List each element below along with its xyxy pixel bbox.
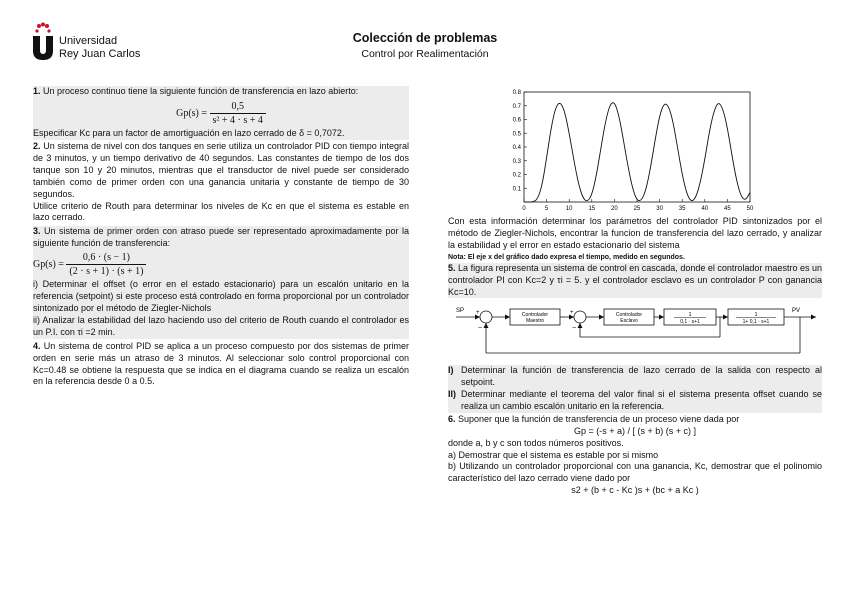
y-tick-label: 0.7	[512, 103, 521, 110]
sum1-plus: +	[476, 310, 480, 317]
problem-4-number: 4.	[33, 340, 41, 351]
master-controller-label: Controlador	[521, 312, 549, 319]
university-name-line2: Rey Juan Carlos	[59, 48, 141, 60]
x-tick-label: 50	[746, 206, 754, 212]
problem-5	[448, 263, 822, 299]
problem-6-text: Suponer que la función de transferencia de un proceso viene dada por	[458, 413, 740, 424]
output-label: PV	[792, 308, 801, 315]
problem-6-line2: a) Demostrar que el sistema es estable por si mismo	[448, 449, 659, 460]
left-column	[33, 86, 409, 388]
problem-3	[33, 226, 409, 339]
sum1-minus: −	[478, 325, 483, 333]
g1-denominator: 0,1 · s+1	[680, 319, 700, 326]
x-tick-label: 0	[522, 206, 526, 212]
equation-denominator: s² + 4 · s + 4	[212, 115, 263, 127]
problem-4-cont-text: Con esta información determinar los parámetros del controlador PID sintonizados por el método de Ziegler-Nichols, encontrar la funcion de transferencia del lazo cerrado, y analizar la estabilidad y el error en estado estacionario del sistema	[448, 216, 822, 250]
item-i-text: Determinar la función de transferencia de lazo cerrado de la salida con respecto al setpoint.	[461, 365, 822, 388]
master-controller-label2: Maestro	[525, 318, 545, 325]
problem-5-item-ii	[448, 389, 822, 413]
problem-6-line3: b) Utilizando un controlador proporcional con una ganancia, Kc, demostrar que el polinomio característico del lazo cerrado viene dado por	[448, 461, 822, 484]
y-tick-label: 0.1	[512, 186, 521, 193]
problem-6-number: 6.	[448, 413, 456, 424]
problem-4-note: Nota: El eje x del gráfico dado expresa el tiempo, medido en segundos.	[448, 253, 685, 261]
x-tick-label: 25	[633, 206, 641, 212]
x-tick-label: 10	[565, 206, 573, 212]
right-column	[448, 216, 822, 497]
problem-2-text: Un sistema de nivel con dos tanques en serie utiliza un controlador PID con tiempo integral de 3 minutos, y un tiempo derivativo de 40 segundos. Las constantes de tiempo de los dos tanque son 10 y 20 minutos, mientras que el transductor de nivel puede ser considerado también como de primer orden con una ganancia unitaria y constante de tiempo de 30 segundos.	[33, 141, 409, 199]
x-tick-label: 30	[656, 206, 663, 212]
x-tick-label: 40	[701, 206, 709, 212]
equation-fraction	[66, 251, 146, 278]
x-tick-label: 5	[544, 206, 549, 212]
problem-1	[33, 86, 409, 140]
problem-6-line1: donde a, b y c son todos números positivos.	[448, 437, 624, 448]
y-tick-label: 0.3	[512, 158, 521, 165]
page-subtitle: Control por Realimentación	[361, 48, 489, 60]
item-i-label: I)	[448, 365, 454, 376]
item-ii-label: II)	[448, 389, 456, 400]
problem-4-continued	[448, 216, 822, 262]
problem-4-text: Un sistema de control PID se aplica a un proceso compuesto por dos sistemas de primer orden en serie más un atraso de 3 minutos. Al seleccionar solo control proporcional con Kc=0.48 se obtiene la respuesta que se indica en el diagrama cuando se realiza un escalón en la referencia desde 0 a 0.5.	[33, 340, 409, 387]
y-tick-label: 0.8	[512, 90, 521, 96]
y-tick-label: 0.6	[512, 117, 521, 124]
sum2-plus: +	[570, 310, 574, 317]
item-ii-text: Determinar mediante el teorema del valor final si el sistema presenta offset cuando se realiza un cambio escalón unitario en la referencia.	[461, 389, 822, 412]
problem-5-items	[448, 365, 822, 413]
problem-3-part-ii: ii) Analizar la estabilidad del lazo haciendo uso del criterio de Routh cuando el controlador es un P.I. con τi =2 min.	[33, 315, 409, 337]
g1-numerator: 1	[688, 312, 692, 319]
university-logo	[32, 22, 152, 66]
problem-6-eq1: Gp = (-s + a) / [ (s + b) (s + c) ]	[573, 425, 697, 436]
sum2-minus: −	[572, 325, 577, 333]
equation-numerator: 0,6 · (s − 1)	[66, 251, 146, 265]
problem-2-text2: Utilice criterio de Routh para determinar los niveles de Kc en que el sistema es estable en lazo cerrado.	[33, 200, 409, 223]
problem-3-number: 3.	[33, 226, 41, 237]
equation-fraction	[210, 100, 266, 127]
problem-5-number: 5.	[448, 262, 456, 273]
cascade-block-diagram	[448, 301, 822, 363]
page-title: Colección de problemas	[352, 31, 498, 45]
y-tick-label: 0.2	[512, 172, 521, 179]
equation-lhs: Gp(s) =	[176, 107, 208, 119]
problem-3-text: Un sistema de primer orden con atraso puede ser representado aproximadamente por la siguiente función de transferencia:	[33, 226, 409, 249]
problem-6-eq2: s2 + (b + c - Kc )s + (bc + a Kc )	[571, 485, 699, 496]
x-tick-label: 15	[588, 206, 596, 212]
chart-plot-area	[524, 92, 750, 202]
slave-controller-label: Controlador	[615, 312, 643, 319]
equation-numerator: 0,5	[210, 100, 266, 114]
problem-1-text: Un proceso continuo tiene la siguiente función de transferencia en lazo abierto:	[43, 86, 359, 96]
university-name-line1: Universidad	[59, 35, 118, 47]
response-chart	[500, 88, 760, 216]
y-tick-label: 0.4	[512, 145, 521, 151]
x-tick-label: 20	[611, 206, 618, 212]
problem-4	[33, 341, 409, 389]
setpoint-label: SP	[456, 308, 465, 315]
g2-numerator: 1	[754, 312, 758, 319]
problem-6	[448, 414, 822, 497]
problem-2-number: 2.	[33, 141, 41, 152]
problem-2	[33, 141, 409, 224]
equation-lhs: Gp(s) =	[33, 258, 64, 270]
problem-1-equation	[33, 98, 409, 128]
problem-3-equation	[33, 250, 409, 279]
problem-5-text: La figura representa un sistema de control en cascada, donde el controlador maestro es un controlador PI con Kc=2 y τi = 5. y el controlador esclavo es un controlador P con ganancia Kc=10.	[448, 262, 822, 297]
problem-1-spec: Especificar Kc para un factor de amortiguación en lazo cerrado de δ = 0,7072.	[33, 128, 345, 139]
g2-denominator: 1+ 0,1 · s+1	[742, 319, 770, 326]
problem-1-number: 1.	[33, 86, 41, 96]
slave-controller-label2: Esclavo	[620, 318, 638, 325]
x-tick-label: 45	[724, 206, 731, 212]
problem-5-item-i	[448, 365, 822, 389]
equation-denominator: (2 · s + 1) · (s + 1)	[69, 266, 144, 278]
university-crest-icon	[32, 22, 54, 60]
x-tick-label: 35	[678, 206, 686, 212]
y-tick-label: 0.5	[512, 131, 521, 138]
problem-3-part-i: i) Determinar el offset (o error en el estado estacionario) para un escalón unitario en la referencia (setpoint) si este proceso está controlado en forma proporcional por un controlador sintonizado por el método de Ziegler-Nichols	[33, 279, 409, 314]
